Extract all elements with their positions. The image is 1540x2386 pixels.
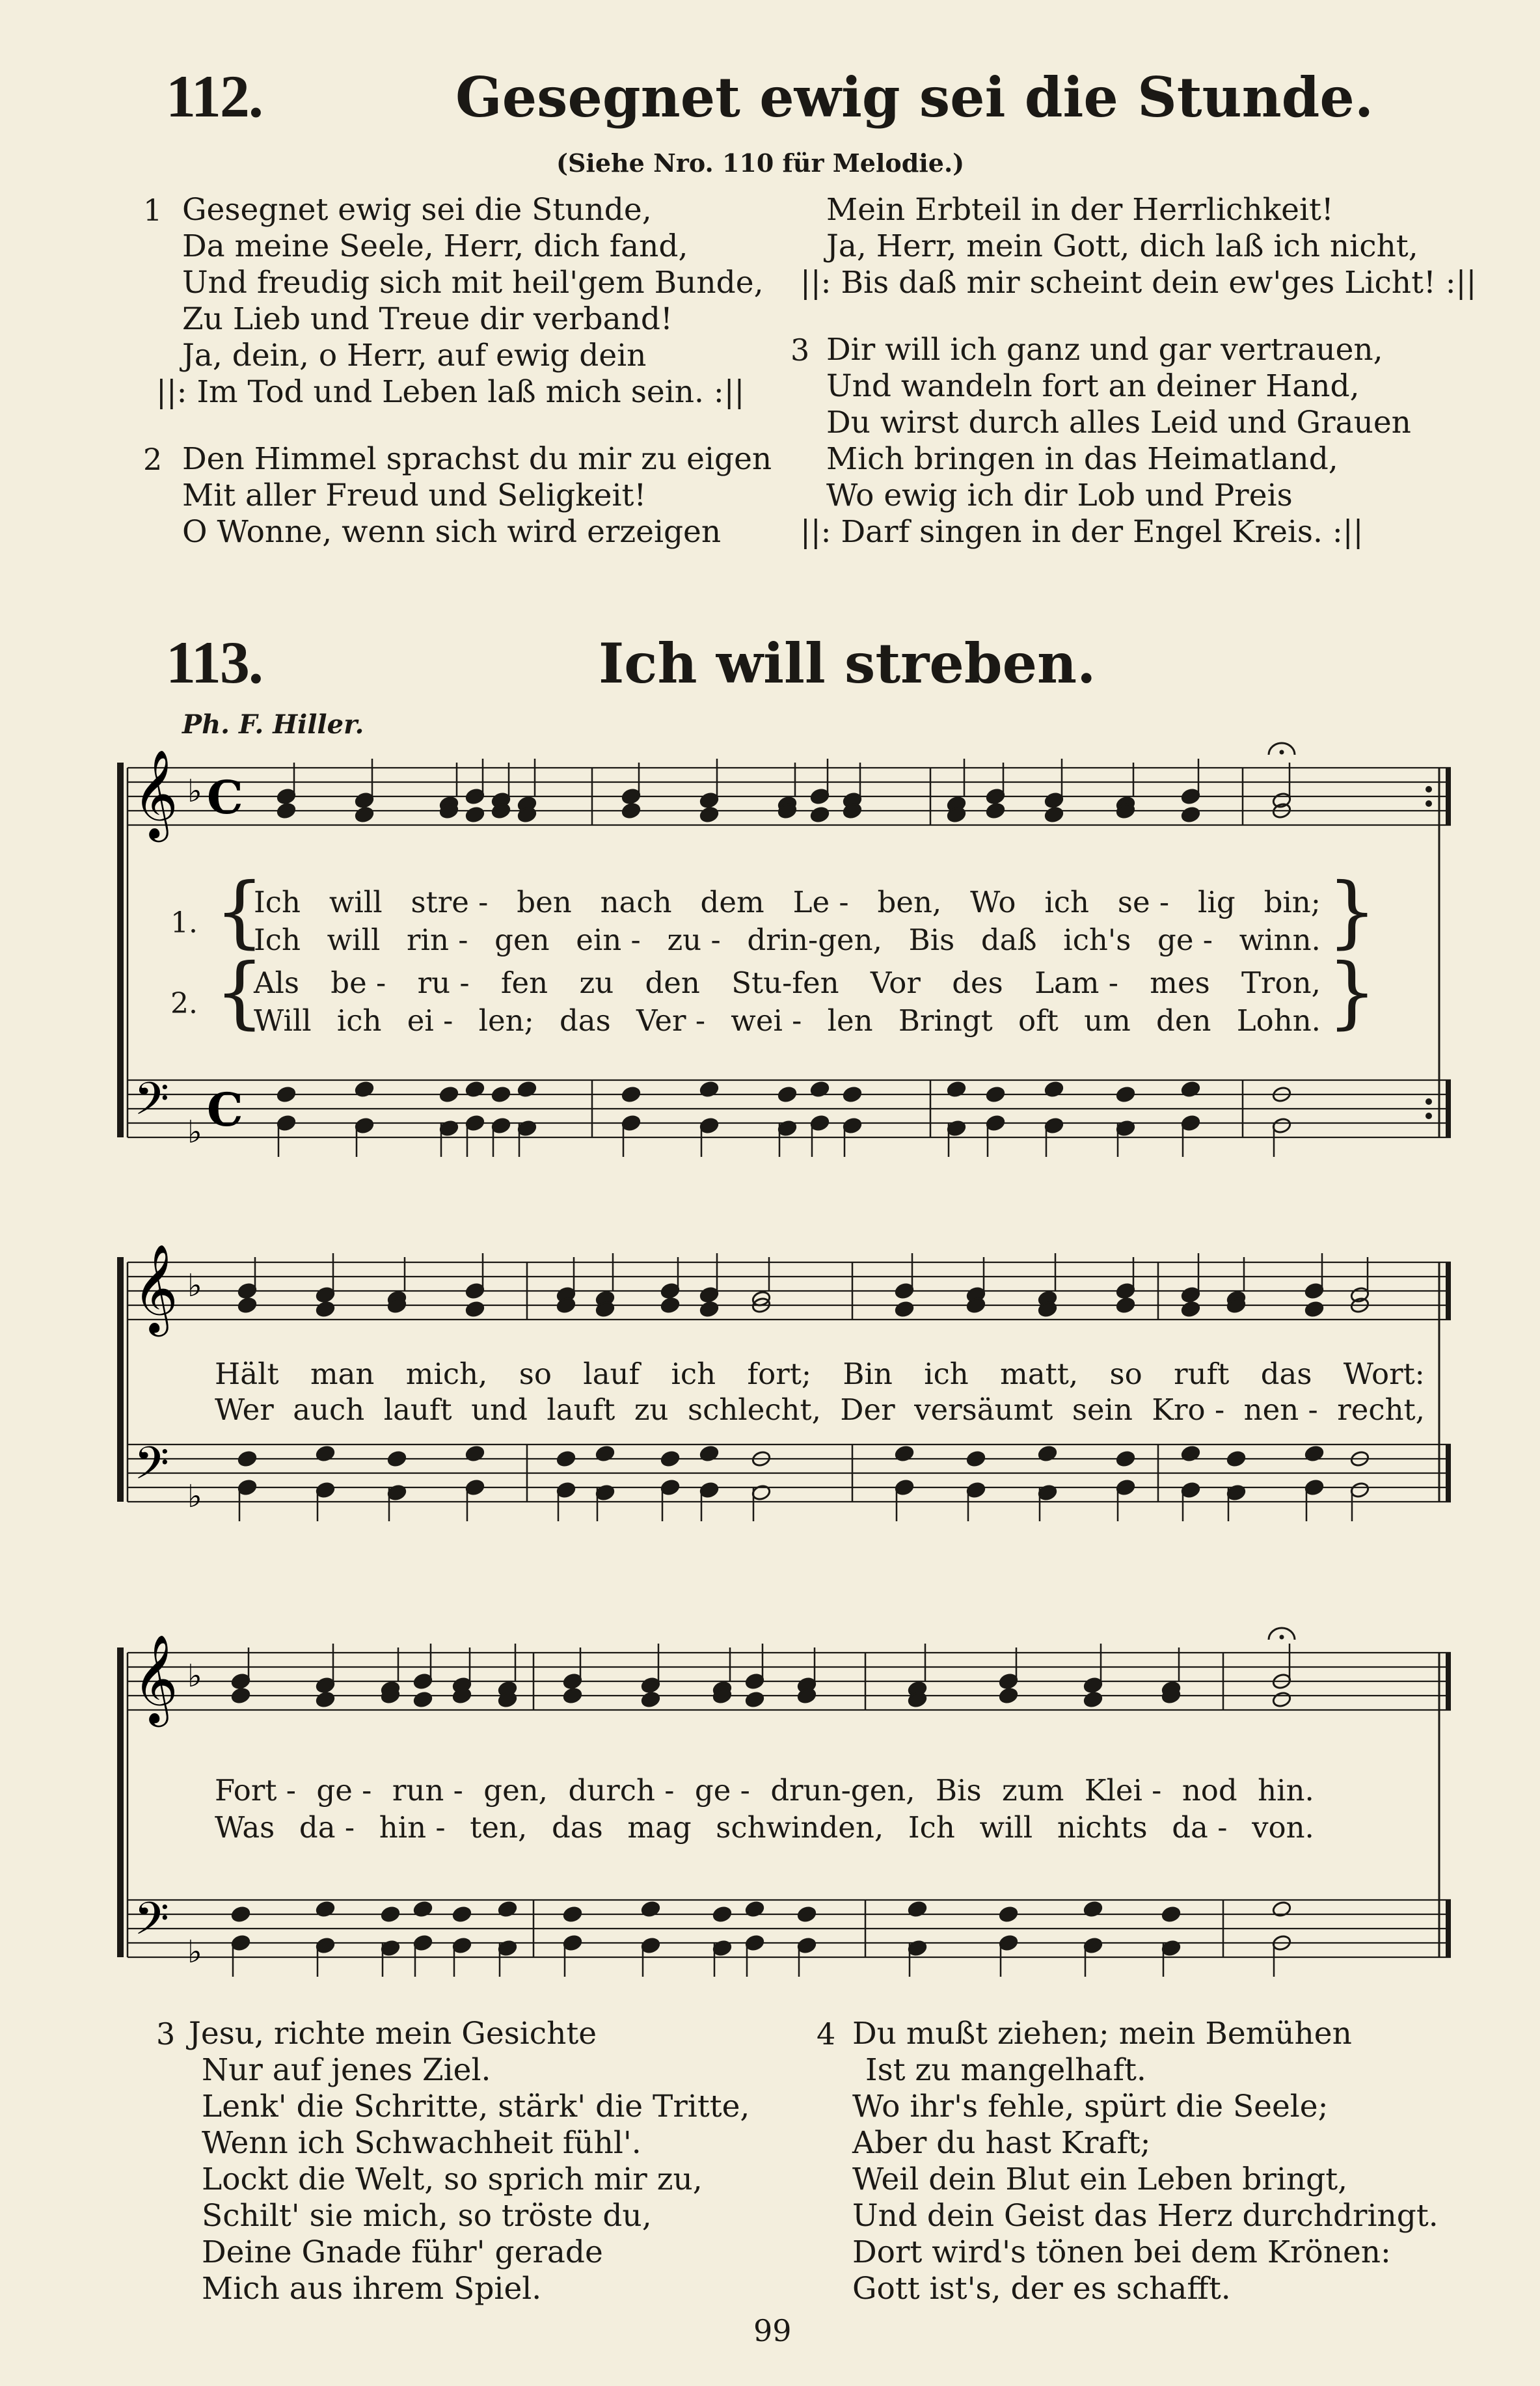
- lyric-syllable: nod: [1182, 1773, 1237, 1808]
- lyric-verse-number-1: 1.: [170, 906, 198, 940]
- flat-key-signature-icon: ♭: [187, 1478, 202, 1515]
- lyric-syllable: ten,: [470, 1810, 528, 1845]
- lyric-syllable: den: [1156, 1003, 1211, 1038]
- flat-key-signature-icon: ♭: [187, 1934, 202, 1970]
- note-head: [1116, 1450, 1136, 1468]
- lyric-syllable: versäumt: [914, 1392, 1053, 1427]
- verse-line: Lenk' die Schritte, stärk' die Tritte,: [202, 2089, 750, 2124]
- lyric-syllable: Ver -: [636, 1003, 706, 1038]
- lyric-syllable: len: [827, 1003, 873, 1038]
- lyric-syllable: ein -: [576, 923, 641, 957]
- lyric-row: [254, 966, 1321, 1000]
- lyric-syllable: schlecht,: [688, 1392, 821, 1427]
- treble-clef-icon: 𝄞: [133, 1633, 178, 1723]
- bass-clef-icon: 𝄢: [134, 1892, 170, 1956]
- note-head: [699, 806, 720, 824]
- system-brace: [117, 1647, 124, 1957]
- lyric-syllable: ei -: [407, 1003, 453, 1038]
- lyric-syllable: ru -: [417, 966, 470, 1000]
- verse-line: Nur auf jenes Ziel.: [202, 2052, 491, 2088]
- lyric-syllable: zu: [579, 966, 614, 1000]
- lyric-syllable: ben,: [877, 885, 942, 919]
- lyric-syllable: ich: [671, 1357, 716, 1391]
- note-head: [316, 1691, 336, 1709]
- note-head: [660, 1450, 681, 1468]
- note-head: [777, 1086, 798, 1104]
- lyric-syllable: stre -: [411, 885, 489, 919]
- note-head: [1044, 1081, 1064, 1098]
- lyric-syllable: ge -: [694, 1773, 750, 1808]
- lyric-syllable: will: [979, 1810, 1033, 1845]
- note-head: [1272, 1901, 1292, 1918]
- note-head: [641, 1901, 661, 1918]
- lyric-syllable: ich: [924, 1357, 969, 1391]
- note-head: [810, 806, 830, 824]
- note-head: [843, 1086, 863, 1104]
- note-head: [1181, 1301, 1201, 1318]
- hymn-112-number: 112.: [166, 63, 262, 129]
- note-head: [563, 1906, 583, 1923]
- verse-line: Dir will ich ganz und gar vertrauen,: [826, 332, 1383, 368]
- final-barline-thick: [1446, 1653, 1451, 1710]
- hymn-113-number: 113.: [166, 629, 262, 696]
- verse-line: Deine Gnade führ' gerade: [202, 2234, 603, 2270]
- verse-line: Mit aller Freud und Seligkeit!: [182, 478, 647, 513]
- final-barline-thick: [1446, 768, 1451, 825]
- verse-line: O Wonne, wenn sich wird erzeigen: [182, 514, 722, 550]
- repeat-dot: [1425, 800, 1432, 807]
- note-head: [465, 1445, 485, 1463]
- note-head: [699, 1301, 720, 1318]
- verse-number: 2: [143, 442, 163, 477]
- lyric-syllable: Stu-fen: [731, 966, 839, 1000]
- note-head: [387, 1450, 407, 1468]
- lyric-row: [215, 1810, 1314, 1845]
- lyric-syllable: zu -: [667, 923, 721, 957]
- lyric-syllable: hin.: [1258, 1773, 1314, 1808]
- hymn-113-composer: Ph. F. Hiller.: [182, 709, 364, 740]
- note-head: [316, 1445, 336, 1463]
- lyric-row: [215, 1773, 1314, 1808]
- final-barline-thick: [1446, 1080, 1451, 1137]
- verse-line: Wo ewig ich dir Lob und Preis: [826, 478, 1293, 513]
- note-head: [1116, 1086, 1136, 1104]
- lyric-syllable: gen: [494, 923, 550, 957]
- verse-number: 3: [790, 332, 810, 368]
- lyric-syllable: nen -: [1243, 1392, 1318, 1427]
- note-head: [621, 1086, 642, 1104]
- lyric-syllable: zu: [634, 1392, 669, 1427]
- repeat-dot: [1425, 1098, 1432, 1105]
- note-head: [231, 1906, 251, 1923]
- note-head: [491, 1086, 511, 1104]
- lyric-syllable: hin -: [379, 1810, 446, 1845]
- lyric-syllable: Wort:: [1343, 1357, 1425, 1391]
- lyric-syllable: das: [560, 1003, 611, 1038]
- note-head: [699, 1081, 720, 1098]
- lyric-syllable: fen: [500, 966, 548, 1000]
- verse-line: Dort wird's tönen bei dem Krönen:: [852, 2234, 1391, 2270]
- verse-line: Da meine Seele, Herr, dich fand,: [182, 228, 688, 264]
- lyric-syllable: des: [952, 966, 1003, 1000]
- system-brace: [117, 763, 124, 1137]
- verse-line: Schilt' sie mich, so tröste du,: [202, 2198, 652, 2234]
- hymn-112-verse-3: [790, 332, 1411, 550]
- lyric-syllable: ich's: [1063, 923, 1131, 957]
- note-head: [986, 1086, 1006, 1104]
- note-head: [231, 1687, 251, 1705]
- note-head: [1038, 1445, 1058, 1463]
- lyric-syllable: len;: [478, 1003, 534, 1038]
- lyric-syllable: Fort -: [215, 1773, 296, 1808]
- verse-line: Ja, dein, o Herr, auf ewig dein: [182, 338, 647, 373]
- verse-line: Mich aus ihrem Spiel.: [202, 2271, 542, 2307]
- verse-line: ||: Darf singen in der Engel Kreis. :||: [800, 514, 1364, 550]
- note-head: [498, 1901, 518, 1918]
- note-head: [1226, 1450, 1247, 1468]
- lyric-syllable: durch -: [568, 1773, 675, 1808]
- verse-line: Wenn ich Schwachheit fühl'.: [202, 2125, 642, 2161]
- lyric-syllable: fort;: [747, 1357, 811, 1391]
- lyric-syllable: Will: [254, 1003, 312, 1038]
- final-barline-thick: [1446, 1262, 1451, 1320]
- repeat-dot: [1425, 786, 1432, 793]
- hymn-112-verse-2-cont: [800, 192, 1477, 301]
- verse-line: Und wandeln fort an deiner Hand,: [826, 368, 1360, 404]
- lyric-syllable: Lohn.: [1236, 1003, 1321, 1038]
- lyric-syllable: das: [551, 1810, 603, 1845]
- note-head: [999, 1906, 1019, 1923]
- note-head: [1044, 806, 1064, 824]
- lyric-syllable: oft: [1018, 1003, 1059, 1038]
- lyric-syllable: lauft: [547, 1392, 615, 1427]
- verse-line: Mein Erbteil in der Herrlichkeit!: [826, 192, 1334, 228]
- note-head: [1272, 1691, 1292, 1709]
- note-head: [1161, 1906, 1182, 1923]
- lyric-syllable: den: [645, 966, 700, 1000]
- verse-line: ||: Bis daß mir scheint dein ew'ges Licht! :||: [800, 265, 1477, 301]
- lyric-syllable: Ich: [254, 923, 301, 957]
- note-head: [465, 1081, 485, 1098]
- bass-clef-icon: 𝄢: [134, 1437, 170, 1500]
- note-head: [237, 1450, 258, 1468]
- note-head: [895, 1445, 915, 1463]
- lyric-syllable: Tron,: [1241, 966, 1321, 1000]
- verse-line: Du mußt ziehen; mein Bemühen: [852, 2016, 1352, 2052]
- flat-key-signature-icon: ♭: [187, 1658, 202, 1694]
- note-head: [465, 806, 485, 824]
- note-head: [452, 1906, 472, 1923]
- verse-line: ||: Im Tod und Leben laß mich sein. :||: [156, 374, 745, 410]
- lyric-syllable: drin-gen,: [747, 923, 882, 957]
- note-head: [355, 1081, 375, 1098]
- fermata-dot: [1280, 1635, 1284, 1640]
- music-system-1: [111, 742, 1457, 1184]
- lyric-syllable: run -: [392, 1773, 463, 1808]
- system-brace: [117, 1257, 124, 1502]
- note-head: [1304, 1445, 1325, 1463]
- lyric-syllable: daß: [980, 923, 1037, 957]
- lyric-syllable: Bin: [843, 1357, 893, 1391]
- lyric-row: [215, 1392, 1425, 1427]
- lyric-syllable: Bis: [908, 923, 955, 957]
- lyric-syllable: bin;: [1263, 885, 1321, 919]
- lyric-syllable: Hält: [215, 1357, 279, 1391]
- note-head: [316, 1301, 336, 1318]
- note-head: [660, 1297, 681, 1314]
- lyric-syllable: lig: [1198, 885, 1236, 919]
- flat-key-signature-icon: ♭: [187, 1114, 202, 1150]
- note-head: [745, 1691, 765, 1709]
- verse-number: 1: [143, 193, 163, 228]
- lyric-syllable: Bringt: [898, 1003, 993, 1038]
- verse-line: Weil dein Blut ein Leben bringt,: [852, 2162, 1348, 2197]
- lyric-syllable: zum: [1002, 1773, 1064, 1808]
- lyric-syllable: Wer: [215, 1392, 274, 1427]
- verse-line: Wo ihr's fehle, spürt die Seele;: [852, 2089, 1329, 2124]
- page-number: 99: [753, 2313, 792, 2348]
- verse-line: Ja, Herr, mein Gott, dich laß ich nicht,: [826, 228, 1418, 264]
- note-head: [895, 1301, 915, 1318]
- lyric-row: [215, 1357, 1425, 1391]
- lyric-syllable: da -: [1172, 1810, 1228, 1845]
- hymn-113-verse-3: [156, 2016, 750, 2307]
- note-head: [810, 1081, 830, 1098]
- hymn-112-verse-1: [143, 192, 764, 411]
- note-head: [999, 1687, 1019, 1705]
- note-head: [986, 802, 1006, 820]
- lyric-syllable: Wo: [970, 885, 1016, 919]
- lyric-syllable: winn.: [1239, 923, 1321, 957]
- note-head: [237, 1297, 258, 1314]
- lyric-syllable: ich: [336, 1003, 382, 1038]
- note-head: [1116, 1297, 1136, 1314]
- lyric-brace-left: {: [215, 867, 265, 957]
- lyric-syllable: da -: [299, 1810, 355, 1845]
- lyric-row: [254, 1003, 1321, 1038]
- note-head: [1181, 806, 1201, 824]
- lyric-syllable: recht,: [1337, 1392, 1425, 1427]
- lyric-syllable: Der: [840, 1392, 895, 1427]
- lyric-syllable: das: [1260, 1357, 1312, 1391]
- lyric-syllable: nichts: [1057, 1810, 1148, 1845]
- lyric-syllable: so: [519, 1357, 552, 1391]
- note-head: [355, 806, 375, 824]
- lyric-syllable: gen,: [483, 1773, 548, 1808]
- lyric-syllable: mich,: [405, 1357, 488, 1391]
- note-head: [1083, 1691, 1103, 1709]
- treble-clef-icon: 𝄞: [133, 748, 178, 838]
- lyric-brace-right: }: [1327, 867, 1377, 957]
- lyric-syllable: ruft: [1174, 1357, 1230, 1391]
- hymn-112-verse-2: [143, 441, 772, 550]
- bass-clef-icon: 𝄢: [134, 1072, 170, 1136]
- verse-line: Mich bringen in das Heimatland,: [826, 441, 1338, 477]
- lyric-syllable: Als: [254, 966, 299, 1000]
- lyric-syllable: Vor: [870, 966, 921, 1000]
- verse-line: Aber du hast Kraft;: [852, 2125, 1151, 2161]
- verse-line: Ist zu mangelhaft.: [865, 2052, 1146, 2088]
- lyric-brace-left: {: [215, 947, 265, 1038]
- lyric-syllable: ich: [1044, 885, 1089, 919]
- lyric-syllable: wei -: [731, 1003, 802, 1038]
- lyric-syllable: will: [329, 885, 383, 919]
- note-head: [439, 1086, 459, 1104]
- lyric-syllable: nach: [600, 885, 672, 919]
- verse-number: 3: [156, 2016, 176, 2052]
- lyric-syllable: ben: [517, 885, 572, 919]
- treble-clef-icon: 𝄞: [133, 1243, 178, 1333]
- note-head: [699, 1445, 720, 1463]
- lyric-syllable: Ich: [908, 1810, 955, 1845]
- note-head: [1181, 1445, 1201, 1463]
- hymn-113-title: Ich will streben.: [599, 631, 1096, 696]
- verse-line: Du wirst durch alles Leid und Grauen: [826, 405, 1411, 441]
- verse-line: Gott ist's, der es schafft.: [852, 2271, 1231, 2307]
- note-head: [947, 1081, 967, 1098]
- note-head: [517, 1081, 537, 1098]
- note-head: [1181, 1081, 1201, 1098]
- lyric-syllable: Ich: [254, 885, 301, 919]
- lyric-syllable: von.: [1252, 1810, 1314, 1845]
- lyric-row: [254, 923, 1321, 957]
- lyric-syllable: lauft: [383, 1392, 452, 1427]
- note-head: [1083, 1901, 1103, 1918]
- note-head: [1304, 1301, 1325, 1318]
- note-head: [745, 1901, 765, 1918]
- lyric-brace-right: }: [1327, 947, 1377, 1038]
- flat-key-signature-icon: ♭: [187, 1268, 202, 1304]
- lyric-syllable: mag: [627, 1810, 692, 1845]
- lyric-syllable: Klei -: [1084, 1773, 1162, 1808]
- flat-key-signature-icon: ♭: [187, 773, 202, 809]
- note-head: [465, 1301, 485, 1318]
- hymn-112-melody-note: (Siehe Nro. 110 für Melodie.): [556, 148, 965, 178]
- note-head: [641, 1691, 661, 1709]
- common-time-icon: C: [207, 1083, 243, 1137]
- lyric-syllable: Le -: [792, 885, 849, 919]
- verse-line: Gesegnet ewig sei die Stunde,: [182, 192, 652, 228]
- verse-line: Und dein Geist das Herz durchdringt.: [852, 2198, 1439, 2234]
- verse-line: Den Himmel sprachst du mir zu eigen: [182, 441, 772, 477]
- lyric-syllable: schwinden,: [716, 1810, 884, 1845]
- note-head: [413, 1691, 433, 1709]
- lyric-syllable: um: [1084, 1003, 1131, 1038]
- note-head: [277, 1086, 297, 1104]
- fermata-dot: [1280, 750, 1284, 755]
- final-barline-thick: [1446, 1900, 1451, 1957]
- verse-line: Jesu, richte mein Gesichte: [189, 2016, 597, 2052]
- lyric-syllable: mes: [1150, 966, 1210, 1000]
- lyric-syllable: und: [471, 1392, 528, 1427]
- lyric-syllable: be -: [331, 966, 386, 1000]
- common-time-icon: C: [207, 770, 243, 824]
- lyric-syllable: auch: [293, 1392, 365, 1427]
- verse-line: Und freudig sich mit heil'gem Bunde,: [182, 265, 764, 301]
- note-head: [413, 1901, 433, 1918]
- lyric-syllable: dem: [700, 885, 764, 919]
- lyric-verse-number-2: 2.: [170, 987, 198, 1020]
- lyric-syllable: so: [1109, 1357, 1142, 1391]
- lyric-row: [254, 885, 1321, 919]
- lyric-syllable: Bis: [935, 1773, 982, 1808]
- verse-number: 4: [817, 2016, 836, 2052]
- note-head: [556, 1450, 576, 1468]
- note-head: [563, 1687, 583, 1705]
- lyric-syllable: lauf: [583, 1357, 640, 1391]
- lyric-syllable: Was: [215, 1810, 275, 1845]
- note-head: [277, 802, 297, 820]
- lyric-syllable: Kro -: [1152, 1392, 1225, 1427]
- note-head: [712, 1906, 733, 1923]
- lyric-syllable: matt,: [1000, 1357, 1079, 1391]
- lyric-syllable: sein: [1072, 1392, 1133, 1427]
- lyric-syllable: drun-gen,: [770, 1773, 915, 1808]
- lyric-syllable: ge -: [316, 1773, 372, 1808]
- lyric-syllable: rin -: [407, 923, 468, 957]
- lyric-syllable: man: [310, 1357, 375, 1391]
- hymn-113-verse-4: [817, 2016, 1439, 2307]
- verse-line: Zu Lieb und Treue dir verband!: [182, 301, 673, 337]
- lyric-syllable: se -: [1117, 885, 1170, 919]
- note-head: [966, 1450, 986, 1468]
- repeat-dot: [1425, 1113, 1432, 1119]
- lyric-syllable: ge -: [1157, 923, 1213, 957]
- note-head: [316, 1901, 336, 1918]
- note-head: [621, 802, 642, 820]
- lyric-syllable: Lam -: [1034, 966, 1118, 1000]
- note-head: [908, 1901, 928, 1918]
- note-head: [595, 1445, 615, 1463]
- lyric-syllable: will: [327, 923, 381, 957]
- note-head: [797, 1906, 817, 1923]
- note-head: [381, 1906, 401, 1923]
- final-barline-thick: [1446, 1444, 1451, 1502]
- hymn-112-title: Gesegnet ewig sei die Stunde.: [455, 65, 1374, 129]
- verse-line: Lockt die Welt, so sprich mir zu,: [202, 2162, 703, 2197]
